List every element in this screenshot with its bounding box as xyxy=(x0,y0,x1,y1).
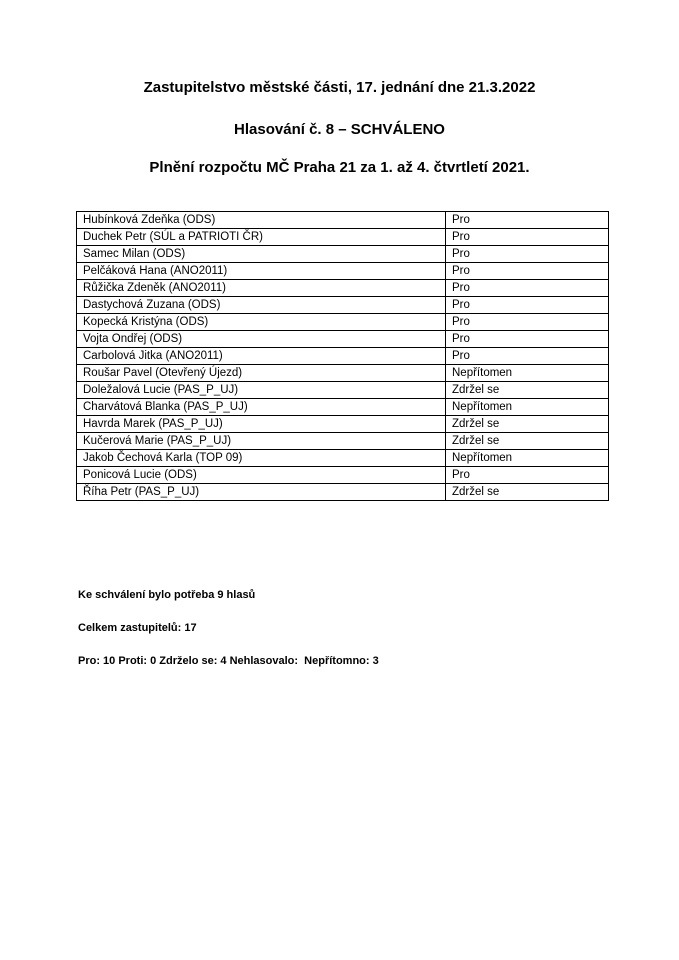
member-name-cell: Carbolová Jitka (ANO2011) xyxy=(77,348,446,365)
member-vote-cell: Zdržel se xyxy=(446,433,609,450)
member-name-cell: Roušar Pavel (Otevřený Újezd) xyxy=(77,365,446,382)
member-name-cell: Kopecká Kristýna (ODS) xyxy=(77,314,446,331)
vote-table-body xyxy=(77,212,609,501)
member-name-cell: Pelčáková Hana (ANO2011) xyxy=(77,263,446,280)
member-name-cell: Vojta Ondřej (ODS) xyxy=(77,331,446,348)
member-name-cell: Kučerová Marie (PAS_P_UJ) xyxy=(77,433,446,450)
member-vote-cell: Nepřítomen xyxy=(446,365,609,382)
vote-row xyxy=(77,433,609,450)
member-name-cell: Samec Milan (ODS) xyxy=(77,246,446,263)
vote-row xyxy=(77,263,609,280)
member-name-cell: Dastychová Zuzana (ODS) xyxy=(77,297,446,314)
member-vote-cell: Nepřítomen xyxy=(446,399,609,416)
member-name-cell: Duchek Petr (SÚL a PATRIOTI ČR) xyxy=(77,229,446,246)
member-name-cell: Doležalová Lucie (PAS_P_UJ) xyxy=(77,382,446,399)
member-name-cell: Říha Petr (PAS_P_UJ) xyxy=(77,484,446,501)
vote-row xyxy=(77,297,609,314)
member-vote-cell: Pro xyxy=(446,314,609,331)
member-name-cell: Růžička Zdeněk (ANO2011) xyxy=(77,280,446,297)
member-vote-cell: Zdržel se xyxy=(446,484,609,501)
member-name-cell: Charvátová Blanka (PAS_P_UJ) xyxy=(77,399,446,416)
vote-row xyxy=(77,416,609,433)
member-name-cell: Jakob Čechová Karla (TOP 09) xyxy=(77,450,446,467)
member-vote-cell: Pro xyxy=(446,246,609,263)
vote-row xyxy=(77,467,609,484)
member-vote-cell: Pro xyxy=(446,297,609,314)
member-vote-cell: Zdržel se xyxy=(446,382,609,399)
vote-row xyxy=(77,399,609,416)
member-name-cell: Ponicová Lucie (ODS) xyxy=(77,467,446,484)
member-name-cell: Havrda Marek (PAS_P_UJ) xyxy=(77,416,446,433)
vote-row xyxy=(77,229,609,246)
agenda-item-title: Plnění rozpočtu MČ Praha 21 za 1. až 4. čtvrtletí 2021. xyxy=(149,159,530,176)
vote-row xyxy=(77,382,609,399)
meeting-title: Zastupitelstvo městské části, 17. jednání dne 21.3.2022 xyxy=(143,79,536,96)
member-vote-cell: Pro xyxy=(446,467,609,484)
member-vote-cell: Pro xyxy=(446,280,609,297)
vote-row xyxy=(77,246,609,263)
member-vote-cell: Pro xyxy=(446,348,609,365)
vote-row xyxy=(77,314,609,331)
vote-table xyxy=(76,211,609,501)
vote-result-title: Hlasování č. 8 – SCHVÁLENO xyxy=(234,121,445,138)
vote-row xyxy=(77,348,609,365)
vote-row xyxy=(77,331,609,348)
vote-counts-text: Pro: 10 Proti: 0 Zdrželo se: 4 Nehlasovalo: Nepřítomno: 3 xyxy=(78,655,379,667)
vote-row xyxy=(77,212,609,229)
vote-row xyxy=(77,450,609,467)
member-vote-cell: Pro xyxy=(446,331,609,348)
member-name-cell: Hubínková Zdeňka (ODS) xyxy=(77,212,446,229)
vote-row xyxy=(77,484,609,501)
required-votes-text: Ke schválení bylo potřeba 9 hlasů xyxy=(78,589,256,601)
member-vote-cell: Zdržel se xyxy=(446,416,609,433)
member-vote-cell: Nepřítomen xyxy=(446,450,609,467)
vote-row xyxy=(77,280,609,297)
member-vote-cell: Pro xyxy=(446,263,609,280)
member-vote-cell: Pro xyxy=(446,229,609,246)
vote-row xyxy=(77,365,609,382)
member-vote-cell: Pro xyxy=(446,212,609,229)
total-members-text: Celkem zastupitelů: 17 xyxy=(78,622,197,634)
